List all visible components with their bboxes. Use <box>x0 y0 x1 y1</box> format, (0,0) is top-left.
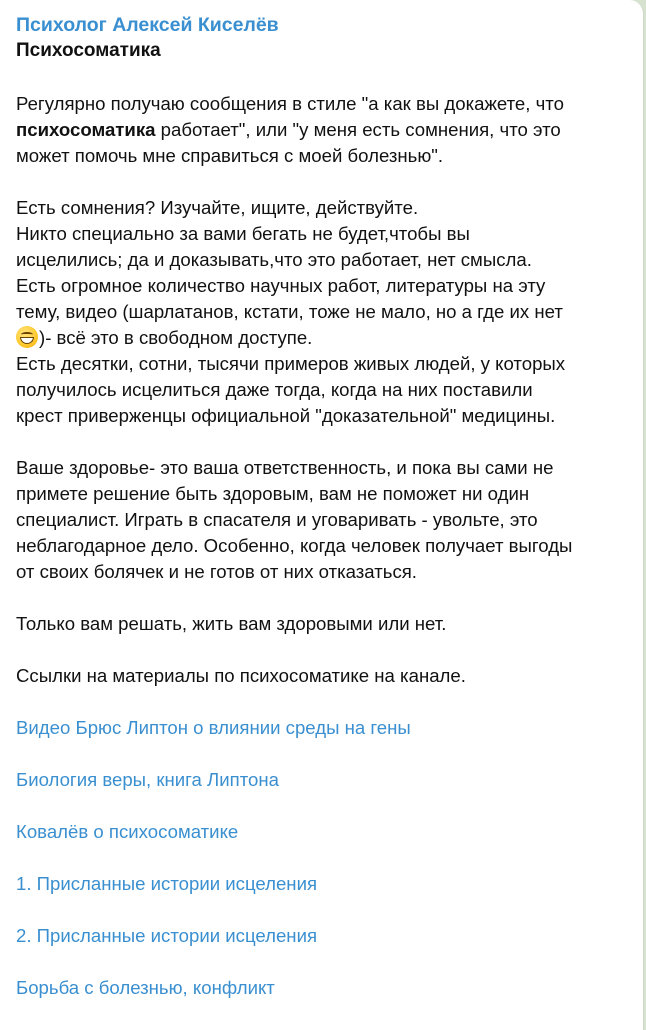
text-line <box>16 325 627 351</box>
text-line: от своих болячек и не готов от них отказаться. <box>16 561 417 582</box>
link-healing-stories-1[interactable]: 1. Присланные истории исцеления <box>16 873 318 894</box>
text-line: тему, видео (шарлатанов, кстати, тоже не мало, но а где их нет <box>16 301 563 322</box>
text-line: Есть огромное количество научных работ, литературы на эту <box>16 275 546 296</box>
text-line: Регулярно получаю сообщения в стиле "а как вы докажете, что <box>16 93 564 114</box>
link-kovalev-psychosomatics[interactable]: Ковалёв о психосоматике <box>16 821 239 842</box>
post-title: Психосоматика <box>16 40 161 61</box>
link-healing-stories-2[interactable]: 2. Присланные истории исцеления <box>16 925 318 946</box>
text-line: получилось исцелиться даже тогда, когда на них поставили <box>16 379 533 400</box>
text-line: может помочь мне справиться с моей болезнью". <box>16 145 444 166</box>
paragraph-intro <box>16 91 627 169</box>
link-disease-conflict[interactable]: Борьба с болезнью, конфликт <box>16 977 275 998</box>
paragraph-doubts <box>16 195 627 429</box>
bold-term: психосоматика <box>16 119 156 140</box>
paragraph-responsibility <box>16 455 627 585</box>
text-line: Есть десятки, сотни, тысячи примеров живых людей, у которых <box>16 353 566 374</box>
text-line <box>16 117 627 143</box>
paragraph-links-intro: Ссылки на материалы по психосоматике на канале. <box>16 665 466 686</box>
link-biology-of-belief[interactable]: Биология веры, книга Липтона <box>16 769 279 790</box>
channel-author-name[interactable]: Психолог Алексей Киселёв <box>16 14 279 36</box>
text-line: Есть сомнения? Изучайте, ищите, действуйте. <box>16 197 419 218</box>
text-line: крест приверженцы официальной "доказательной" медицины. <box>16 405 556 426</box>
text-line: неблагодарное дело. Особенно, когда человек получает выгоды <box>16 535 573 556</box>
paragraph-decision: Только вам решать, жить вам здоровыми или нет. <box>16 613 447 634</box>
text-fragment: работает", или "у меня есть сомнения, что это <box>155 119 561 140</box>
text-fragment: )- всё это в свободном доступе. <box>39 327 313 348</box>
text-line: исцелились; да и доказывать,что это работает, нет смысла. <box>16 249 532 270</box>
grinning-face-icon <box>16 326 38 348</box>
text-line: Никто специально за вами бегать не будет,чтобы вы <box>16 223 470 244</box>
text-line: специалист. Играть в спасателя и уговаривать - увольте, это <box>16 509 538 530</box>
text-line: Ваше здоровье- это ваша ответственность, и пока вы сами не <box>16 457 554 478</box>
text-line: примете решение быть здоровым, вам не поможет ни один <box>16 483 530 504</box>
link-lipton-video[interactable]: Видео Брюс Липтон о влиянии среды на гены <box>16 717 411 738</box>
